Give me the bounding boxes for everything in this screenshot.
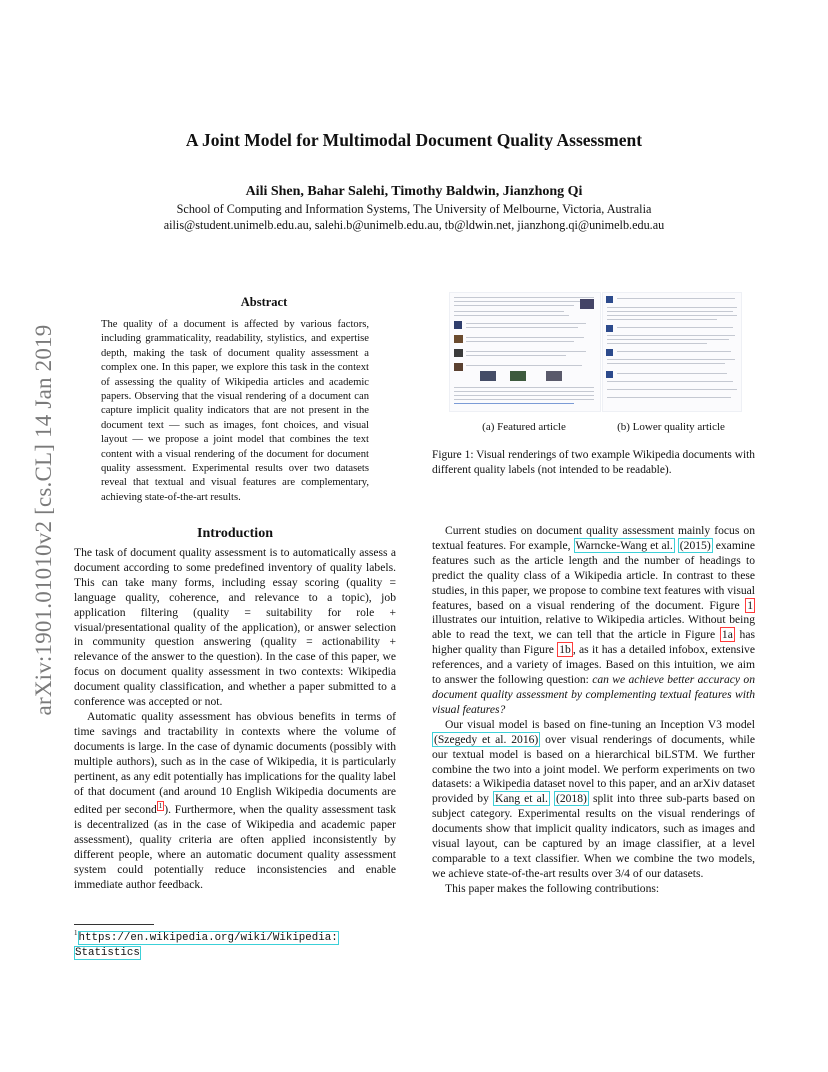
- figure-ref-link[interactable]: 1b: [559, 643, 571, 657]
- citation-year-link[interactable]: (2018): [555, 792, 587, 806]
- affiliation: School of Computing and Information Systems, The University of Melbourne, Victoria, Australia: [176, 202, 652, 216]
- paper-title: A Joint Model for Multimodal Document Quality Assessment: [185, 130, 643, 150]
- intro-paragraph-1: The task of document quality assessment is to automatically assess a document according to some predefined inventory of quality labels. This can take many forms, including essay scoring (quality = language quality, coherence, and relevance to a topic), job application filtering (quality = suitability for role + visual/presentational quality of the application), or answer selection in community question answering (quality = actionability + relevance of the answer to the question). In the case of this paper, we focus on document quality assessment in two contexts: Wikipedia document quality classification, and whether a paper submitted to a conference was accepted or not.: [74, 546, 396, 709]
- abstract-heading: Abstract: [240, 295, 288, 309]
- lower-quality-article-rendering: [602, 292, 742, 412]
- figure-caption: Figure 1: Visual renderings of two example Wikipedia documents with different quality labels (not intended to be readable).: [432, 449, 755, 476]
- right-paragraph-2: Our visual model is based on fine-tuning an Inception V3 model (Szegedy et al. 2016) over visual renderings of documents, while our textual model is based on a hierarchical biLSTM. We further combine the two into a joint model. We perform experiments on two datasets: a Wikipedia dataset novel to this paper, and an arXiv dataset provided by Kang et al. (2018) split into three sub-parts based on subject category. Experimental results on the visual renderings of documents show that implicit quality indicators, such as images and visual layout, can be captured by an image classifier, at a level comparable to a text classifier. When we combine the two models, we achieve state-of-the-art results over 3/4 of our datasets.: [432, 717, 756, 880]
- figure-ref-link[interactable]: 1a: [721, 628, 733, 642]
- introduction-heading: Introduction: [197, 526, 273, 541]
- footnote-mark: 1: [74, 929, 78, 937]
- author-emails: ailis@student.unimelb.edu.au, salehi.b@unimelb.edu.au, tb@ldwin.net, jianzhong.qi@unimelb.edu.au: [163, 218, 665, 232]
- footnote: [74, 926, 396, 960]
- abstract-body: The quality of a document is affected by various factors, including grammaticality, readability, stylistics, and expertise depth, making the task of document quality assessment a complex one. In this paper, we explore this task in the context of assessing the quality of Wikipedia articles and academic papers. Observing that the visual rendering of a document can capture implicit quality indicators that are not present in the document text — such as images, font choices, and visual layout — we propose a joint model that combines the text content with a visual rendering of the document for document quality assessment. Experimental results over two datasets reveal that textual and visual features are complementary, achieving state-of-the-art results.: [101, 319, 369, 503]
- left-column-body: [74, 546, 396, 893]
- featured-article-rendering: [449, 292, 601, 412]
- footnote-link[interactable]: 1: [158, 802, 163, 811]
- citation-link[interactable]: (Szegedy et al. 2016): [434, 732, 539, 746]
- right-paragraph-1: Current studies on document quality assessment mainly focus on textual features. For example, Warncke-Wang et al. (2015) examine features such as the article length and the number of headings to predict the quality class of a Wikipedia article. In contrast to these studies, in this paper, we propose to combine text features with visual features, based on a visual rendering of the document. Figure 1 illustrates our intuition, relative to Wikipedia articles. Without being able to read the text, we can tell that the article in Figure 1a has higher quality than Figure 1b , as it has a detailed infobox, extensive references, and a variety of images. Based on this intuition, we aim to answer the following question: can we achieve better accuracy on document quality assessment by complementing textual features with visual features?: [432, 524, 756, 716]
- footnote-url-line-1[interactable]: https://en.wikipedia.org/wiki/Wikipedia:: [78, 931, 338, 944]
- intro-paragraph-2: Automatic quality assessment has obvious benefits in terms of time savings and tractability in contexts where the volume of documents is large. In the case of dynamic documents (possibly with multiple authors), such as in the case of Wikipedia, it is particularly pertinent, as any edit potentially has implications for the quality label of that document (and around 10 English Wikipedia documents are edited per second $^1$ ). Furthermore, when the quality assessment task is decentralized (as in the case of Wikipedia and academic paper assessment), quality criteria are often applied inconsistently by different people, where an automatic document quality assessment system could potentially reduce inconsistencies and enable immediate author feedback.: [74, 709, 396, 891]
- right-paragraph-3: This paper makes the following contributions:: [445, 881, 660, 895]
- footnote-rule: [74, 924, 154, 925]
- research-question: can we achieve better accuracy on document quality assessment by complementing textual features with visual features?: [432, 673, 755, 716]
- citation-link[interactable]: Warncke-Wang et al.: [575, 538, 673, 552]
- right-column-body: [432, 524, 755, 897]
- footnote-url-line-2[interactable]: Statistics: [75, 946, 140, 959]
- citation-link[interactable]: Kang et al.: [494, 792, 548, 806]
- arxiv-identifier: arXiv:1901.01010v2 [cs.CL] 14 Jan 2019: [31, 324, 56, 716]
- figure-subcaption-b: (b) Lower quality article: [617, 421, 725, 433]
- author-list: Aili Shen, Bahar Salehi, Timothy Baldwin, Jianzhong Qi: [245, 184, 583, 199]
- figure-ref-link[interactable]: 1: [747, 598, 753, 612]
- citation-year-link[interactable]: (2015): [679, 538, 711, 552]
- figure-subcaption-a: (a) Featured article: [482, 421, 566, 433]
